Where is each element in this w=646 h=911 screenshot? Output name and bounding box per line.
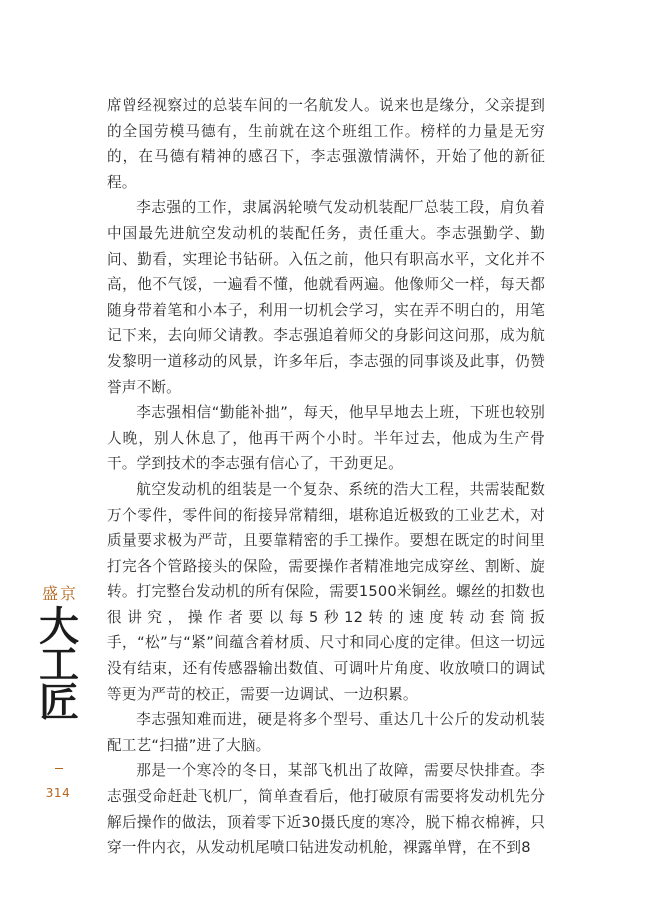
series-title: 盛京: [41, 584, 78, 603]
page-number: 314: [45, 786, 71, 800]
paragraph-6: 那是一个寒冷的冬日，某部飞机出了故障，需要尽快排查。李志强受命赶赴飞机厂，简单查看后，他打破原有需要将发动机先分解后操作的做法，顶着零下近30摄氏度的寒冷，脱下棉衣棉裤，只穿一件内衣，从发动机尾喷口钻进发动机舱，裸露单臂，在不到8: [107, 762, 545, 857]
paragraph-4: 航空发动机的组装是一个复杂、系统的浩大工程，共需装配数万个零件，零件间的衔接异常精细，堪称追近极致的工业艺术，对质量要求极为严苛，且要靠精密的手工操作。要想在既定的时间里打完各个管路接头的保险，需要操作者精准地完成穿丝、割断、旋转。打完整台发动机的所有保险，需要1500米铜丝。螺丝的扣数也很讲究，操作者要以每5秒12转的速度转动套筒扳手，“松”与“紧”间蕴含着材质、尺寸和同心度的定律。但这一切远没有结束，还有传感器输出数值、可调叶片角度、收放喷口的调试等更为严苛的校正，需要一边调试、一边积累。: [107, 480, 545, 703]
paragraph-2: 李志强的工作，隶属涡轮喷气发动机装配厂总装工段，肩负着中国最先进航空发动机的装配任务，责任重大。李志强勤学、勤问、勤看，实理论书钻研。入伍之前，他只有职高水平，文化并不高，他不气馁，一遍看不懂，他就看两遍。他像师父一样，每天都随身带着笔和小本子，利用一切机会学习，实在弄不明白的，用笔记下来，去向师父请教。李志强追着师父的身影问这问那，成为航发黎明一道移动的风景，许多年后，李志强的同事谈及此事，仍赞誉声不断。: [107, 199, 545, 396]
page-body: [107, 93, 545, 861]
series-brand-calligraphy: 大工匠: [39, 603, 79, 726]
paragraph-1: 席曾经视察过的总装车间的一名航发人。说来也是缘分，父亲提到的全国劳模马德有，生前就在这个班组工作。榜样的力量是无穷的，在马德有精神的感召下，李志强激情满怀，开始了他的新征程。: [107, 97, 545, 191]
page-number-divider: [55, 768, 63, 769]
paragraph-3: 李志强相信“勤能补拙”，每天，他早早地去上班，下班也较别人晚，别人休息了，他再干两个小时。半年过去，他成为生产骨干。学到技术的李志强有信心了，干劲更足。: [107, 404, 545, 473]
book-series-mark: [34, 584, 84, 726]
paragraph-5: 李志强知难而进，硬是将多个型号、重达几十公斤的发动机装配工艺“扫描”进了大脑。: [107, 711, 545, 754]
